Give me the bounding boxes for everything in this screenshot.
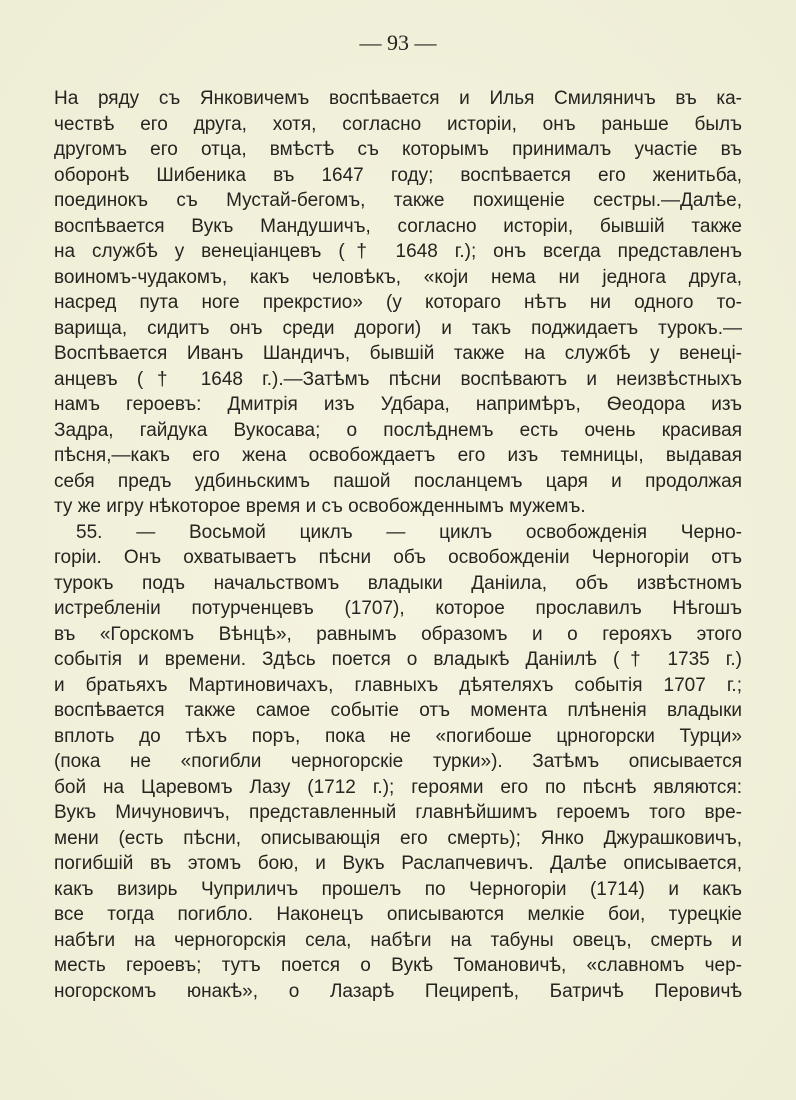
text-line: ту же игру нѣкоторое время и съ освобожденнымъ мужемъ. [54, 496, 586, 517]
text-line: все тогда погибло. Наконецъ описываются мелкіе бои, турецкіе [54, 904, 742, 925]
text-line: Воспѣвается Иванъ Шандичъ, бывшій также на службѣ у венеці- [54, 343, 742, 364]
text-line: месть героевъ; тутъ поется о Вукѣ Томановичѣ, «славномъ чер- [54, 955, 742, 976]
text-line: чествѣ его друга, хотя, согласно исторіи, онъ раньше былъ [54, 113, 742, 135]
text-line: пѣсня,—какъ его жена освобождаетъ его изъ темницы, выдавая [54, 445, 742, 466]
text-line: и братьяхъ Мартиновичахъ, главныхъ дѣятеляхъ событія 1707 г.; [54, 674, 742, 696]
text-line: ногорскомъ юнакѣ», о Лазарѣ Пецирепѣ, Батричѣ Перовичѣ [54, 980, 742, 1002]
text-line: вплоть до тѣхъ поръ, пока не «погибоше црногорски Турци» [54, 725, 742, 747]
text-line: (пока не «погибли черногорскіе турки»). Затѣмъ описывается [54, 751, 742, 772]
text-line: набѣги на черногорскія села, набѣги на табуны овецъ, смерть и [54, 929, 742, 951]
text-line: горіи. Онъ охватываетъ пѣсни объ освобожденіи Черногоріи отъ [54, 547, 742, 568]
text-line: поединокъ съ Мустай-бегомъ, также похищеніе сестры.—Далѣе, [54, 190, 742, 211]
page-number: — 93 — [359, 30, 437, 55]
text-line: На ряду съ Янковичемъ воспѣвается и Илья Смиляничъ въ ка- [54, 88, 742, 109]
text-line: какъ визирь Чуприличъ прошелъ по Черногоріи (1714) и какъ [54, 878, 742, 900]
text-line: воспѣвается также самое событіе отъ момента плѣненія владыки [54, 700, 742, 721]
text-line: насред пута ноге прекрстио» (у котораго нѣтъ ни одного то- [54, 292, 742, 313]
text-line: 55. — Восьмой циклъ — циклъ освобожденія Черно- [76, 521, 742, 543]
text-line: оборонѣ Шибеника въ 1647 году; воспѣвается его женитьба, [54, 164, 742, 186]
text-line: на службѣ у венеціанцевъ († 1648 г.); онъ всегда представленъ [54, 241, 742, 262]
text-line: воспѣвается Вукъ Мандушичъ, согласно исторіи, бывшій также [54, 215, 742, 237]
text-line: намъ героевъ: Дмитрія изъ Удбара, напримѣръ, Ѳеодора изъ [54, 394, 742, 415]
page-body-text [54, 86, 742, 1004]
text-line: воиномъ-чудакомъ, какъ человѣкъ, «који нема ни једнога друга, [54, 266, 742, 288]
text-line: событія и времени. Здѣсь поется о владыкѣ Даніилѣ († 1735 г.) [54, 649, 742, 670]
text-line: варища, сидитъ онъ среди дороги) и такъ поджидаетъ турокъ.— [54, 317, 742, 339]
text-line: Вукъ Мичуновичъ, представленный главнѣйшимъ героемъ того вре- [54, 802, 742, 823]
text-line: анцевъ († 1648 г.).—Затѣмъ пѣсни воспѣваютъ и неизвѣстныхъ [54, 368, 742, 390]
text-line: бой на Царевомъ Лазу (1712 г.); героями его по пѣснѣ являются: [54, 776, 742, 798]
text-line: мени (есть пѣсни, описывающія его смерть); Янко Джурашковичъ, [54, 827, 742, 849]
text-line: другомъ его отца, вмѣстѣ съ которымъ принималъ участіе въ [54, 139, 742, 160]
text-line: истребленіи потурченцевъ (1707), которое прославилъ Нѣгошъ [54, 598, 742, 619]
text-line: погибшій въ этомъ бою, и Вукъ Раслапчевичъ. Далѣе описывается, [54, 853, 742, 874]
text-line: Задра, гайдука Вукосава; о послѣднемъ есть очень красивая [54, 419, 742, 441]
text-line: въ «Горскомъ Вѣнцѣ», равнымъ образомъ и о герояхъ этого [54, 623, 742, 645]
text-line: турокъ подъ начальствомъ владыки Даніила, объ извѣстномъ [54, 572, 742, 594]
text-line: себя предъ удбиньскимъ пашой посланцемъ царя и продолжая [54, 470, 742, 492]
